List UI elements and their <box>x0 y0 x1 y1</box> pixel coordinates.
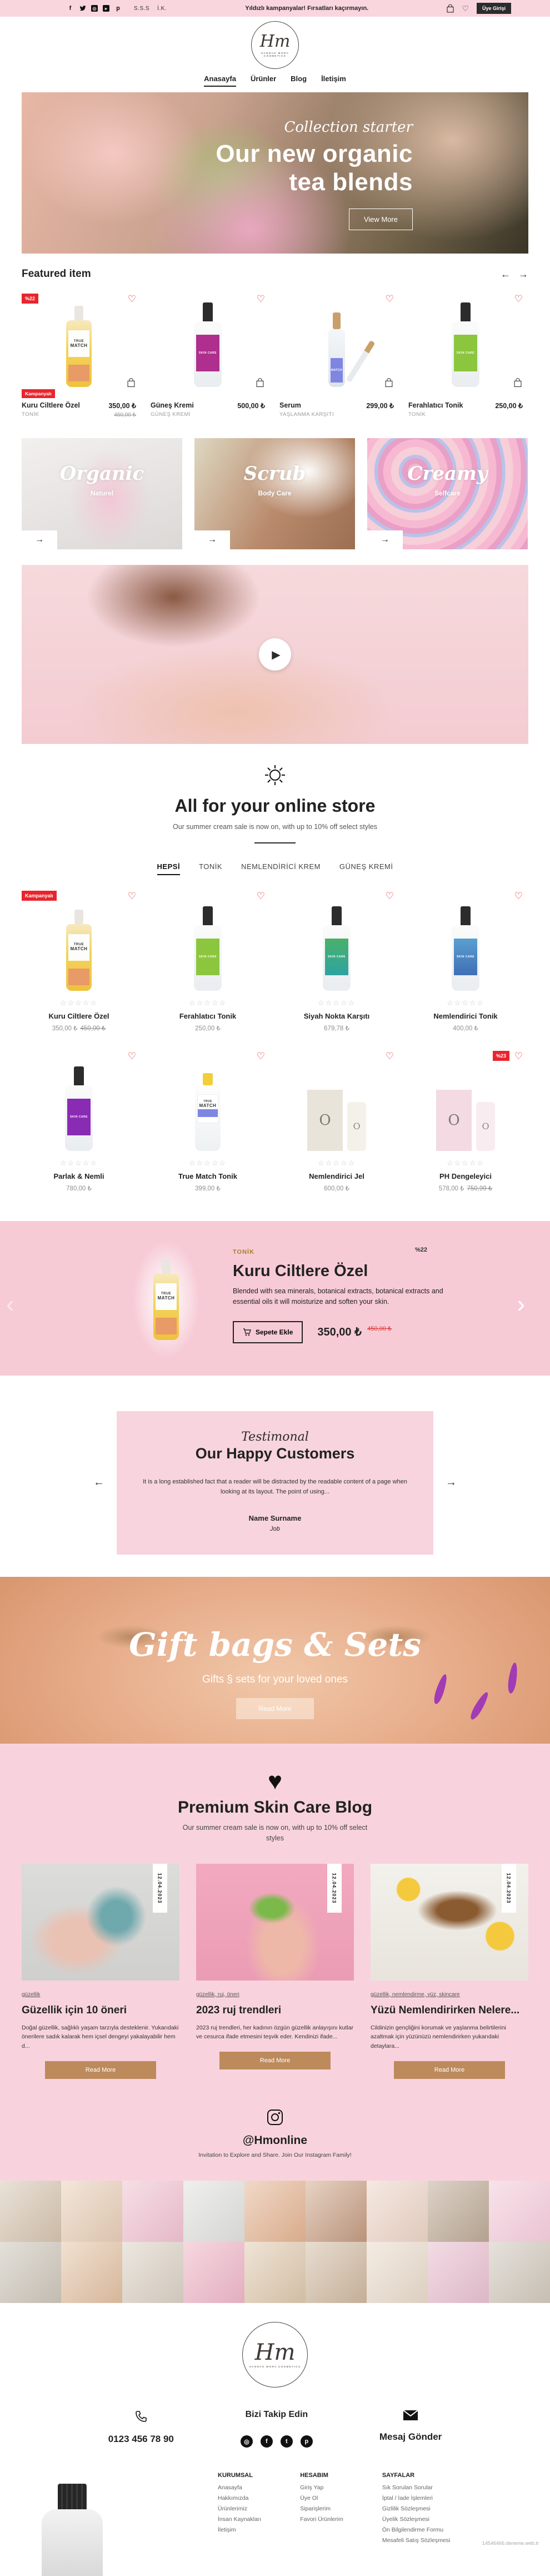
footer-link[interactable]: Siparişlerim <box>300 2505 331 2513</box>
facebook-icon[interactable]: f <box>69 5 72 12</box>
testimonial-job: Job <box>270 1526 280 1533</box>
nav-home[interactable]: Anasayfa <box>204 75 236 87</box>
instagram-photo[interactable] <box>489 2181 550 2242</box>
favorite-icon[interactable]: ♡ <box>385 294 394 304</box>
category-tile-organic[interactable] <box>22 438 182 549</box>
hero-banner <box>22 92 528 254</box>
instagram-text: Invitation to Explore and Share. Join Our Instagram Family! <box>198 2152 352 2159</box>
envelope-icon <box>403 2410 418 2421</box>
instagram-photo[interactable] <box>122 2181 183 2242</box>
store-subtitle: Our summer cream sale is now on, with up to 10% off select styles <box>173 823 377 831</box>
testimonial-title: Our Happy Customers <box>195 1445 355 1462</box>
blog-image <box>196 1864 354 1981</box>
testimonial-prev-arrow[interactable]: ← <box>93 1476 104 1488</box>
category-title: Scrub <box>243 463 306 485</box>
product-card[interactable]: ♡ SKIN CARE ☆☆☆☆☆ Siyah Nokta Karşıtı 679,78 ₺ <box>279 891 394 1036</box>
product-name[interactable]: Ferahlatıcı Tonik <box>408 401 463 409</box>
heart-icon: ♥ <box>267 1768 283 1795</box>
blog-section <box>0 1744 550 2105</box>
instagram-photo[interactable] <box>306 2242 367 2303</box>
category-subtitle: Naturel <box>90 489 114 497</box>
product-category: TONİK <box>408 411 426 418</box>
product-card[interactable]: ♡ SKIN CARE ☆☆☆☆☆ Ferahlatıcı Tonik 250,00 ₺ <box>151 891 265 1036</box>
footer-product-image <box>39 2484 106 2576</box>
nav-blog[interactable]: Blog <box>291 75 307 83</box>
blog-image <box>371 1864 528 1981</box>
footer-link[interactable]: Ürünlerimiz <box>218 2505 248 2513</box>
product-price: 299,00 ₺ <box>366 402 394 410</box>
category-title: Creamy <box>407 463 488 485</box>
twitter-icon[interactable]: t <box>281 2435 293 2448</box>
store-title: All for your online store <box>174 796 376 816</box>
instagram-photo[interactable] <box>244 2242 306 2303</box>
hr-link[interactable]: İ.K. <box>157 5 167 12</box>
footer-link[interactable]: Favori Ürünlerim <box>300 2516 343 2523</box>
product-card[interactable]: ♡ SKIN CARE ☆☆☆☆☆ Nemlendirici Tonik 400,00 ₺ <box>408 891 523 1036</box>
footer-column-hesabim <box>300 2472 343 2544</box>
login-button[interactable]: Üye Girişi <box>477 3 511 14</box>
product-category: YAŞLANMA KARŞITI <box>279 411 334 418</box>
product-category: TONİK <box>22 411 39 418</box>
instagram-photo[interactable] <box>306 2181 367 2242</box>
play-button[interactable] <box>259 638 291 671</box>
rating-stars[interactable]: ☆☆☆☆☆ <box>59 998 98 1007</box>
instagram-icon[interactable]: ◎ <box>91 5 98 12</box>
footer-link[interactable]: Giriş Yap <box>300 2484 324 2491</box>
footer-link[interactable]: Sık Sorulan Sorular <box>382 2484 433 2491</box>
footer-link[interactable]: İletişim <box>218 2527 236 2534</box>
youtube-icon[interactable]: ▸ <box>103 5 109 12</box>
gift-title: Gift bags & Sets <box>129 1626 421 1664</box>
promo-description: Blended with sea minerals, botanical extracts, botanical extracts and essential oils it will moisturize and soften your skin. <box>233 1287 443 1306</box>
blog-date: 12.04.2023 <box>502 1864 516 1913</box>
blog-read-more-button[interactable]: Read More <box>219 2052 331 2069</box>
rating-stars[interactable]: ☆☆☆☆☆ <box>317 998 356 1007</box>
footer-link[interactable]: Hakkımızda <box>218 2495 249 2502</box>
pinterest-icon[interactable]: p <box>116 5 120 12</box>
blog-date: 12.04.2023 <box>327 1864 342 1913</box>
testimonial-eyebrow: Testimonal <box>241 1430 309 1444</box>
blog-read-more-button[interactable]: Read More <box>45 2061 156 2079</box>
instagram-photo[interactable] <box>428 2181 489 2242</box>
product-price: 679,78 ₺ <box>324 1025 349 1032</box>
footer-link[interactable]: Mesafeli Satış Sözleşmesi <box>382 2537 451 2544</box>
instagram-photo[interactable] <box>489 2242 550 2303</box>
favorite-icon[interactable]: ♡ <box>127 294 136 304</box>
gift-read-more-button[interactable]: Read More <box>236 1698 313 1719</box>
product-name[interactable]: Güneş Kremi <box>151 401 194 409</box>
category-tile-scrub[interactable] <box>194 438 355 549</box>
category-tiles <box>22 438 528 549</box>
instagram-photo[interactable] <box>244 2181 306 2242</box>
promo-category-tag: TONİK <box>233 1248 255 1255</box>
favorite-icon[interactable]: ♡ <box>256 890 265 901</box>
product-card[interactable]: %23 ♡ O O ☆☆☆☆☆ PH Dengeleyici 578,00 ₺ 750,99 ₺ <box>408 1051 523 1197</box>
instagram-photo[interactable] <box>367 2181 428 2242</box>
product-price: 250,00 ₺ <box>495 402 523 410</box>
product-name[interactable]: Ferahlatıcı Tonik <box>179 1011 237 1020</box>
footer-link[interactable]: Anasayfa <box>218 2484 242 2491</box>
footer-brand-logo[interactable] <box>242 2322 308 2388</box>
facebook-icon[interactable]: f <box>261 2435 273 2448</box>
footer-link[interactable]: İptal / İade İşlemleri <box>382 2495 433 2502</box>
promo-old-price: 450,00 ₺ <box>367 1326 392 1332</box>
topbar-socials <box>67 5 122 12</box>
testimonial-quote: It is a long established fact that a reader will be distracted by the readable content of a page when looking at its layout. The point of using... <box>143 1478 407 1496</box>
add-to-cart-button[interactable]: Sepete Ekle <box>233 1321 303 1343</box>
hero-view-more-button[interactable]: View More <box>349 209 413 230</box>
tab-hepsi[interactable]: HEPSİ <box>157 862 181 875</box>
site-footer <box>0 2303 550 2554</box>
product-price: 600,00 ₺ <box>324 1185 349 1192</box>
cart-icon <box>243 1328 251 1336</box>
play-icon: ▶ <box>272 648 281 661</box>
gift-banner <box>0 1577 550 1744</box>
add-to-bag-icon[interactable] <box>256 378 264 390</box>
featured-section <box>22 254 528 418</box>
footer-message-block <box>379 2410 442 2448</box>
store-tabs <box>22 862 528 875</box>
footer-follow-block <box>241 2410 313 2448</box>
footer-brand-subtext: HANNAH MORA COSMETICS <box>249 2365 301 2369</box>
product-image: MATCH <box>322 312 351 387</box>
nav-contact[interactable]: İletişim <box>321 75 346 83</box>
blog-excerpt: Doğal güzellik, sağlıklı yaşam tarzıyla desteklenir. Yukarıdaki önerilere sadık kalarak hem içsel dengeyi yakalayabilir hem d... <box>22 2024 179 2050</box>
favorite-icon[interactable]: ♡ <box>514 294 523 304</box>
instagram-photo[interactable] <box>61 2242 122 2303</box>
instagram-photo-grid <box>0 2181 550 2303</box>
product-price: 400,00 ₺ <box>453 1025 478 1032</box>
blog-tags[interactable]: güzellik, ruj, öneri <box>196 1991 239 1998</box>
blog-post-title[interactable]: 2023 ruj trendleri <box>196 2004 282 2016</box>
product-name[interactable]: Nemlendirici Tonik <box>433 1011 498 1020</box>
featured-product-card[interactable] <box>408 294 523 418</box>
product-price: 350,00 ₺ <box>108 402 136 410</box>
footer-link[interactable]: İnsan Kaynakları <box>218 2516 262 2523</box>
product-card[interactable]: ♡ O O ☆☆☆☆☆ Nemlendirici Jel 600,00 ₺ <box>279 1051 394 1197</box>
brand-logo[interactable] <box>251 21 299 69</box>
product-name[interactable]: Siyah Nokta Karşıtı <box>303 1011 370 1020</box>
rating-stars[interactable]: ☆☆☆☆☆ <box>446 1158 485 1167</box>
testimonial-section <box>0 1376 550 1577</box>
product-grid <box>22 891 528 1197</box>
instagram-handle[interactable]: @Hmonline <box>242 2134 308 2147</box>
product-name[interactable]: Nemlendirici Jel <box>309 1172 364 1180</box>
add-to-bag-icon[interactable] <box>514 378 522 390</box>
video-banner <box>22 565 528 744</box>
promo-title: Kuru Ciltlere Özel <box>233 1262 368 1280</box>
product-image: TRUE MATCH <box>64 306 93 387</box>
instagram-icon <box>267 2109 283 2126</box>
divider <box>254 842 296 843</box>
announcement-text: Yıldızlı kampanyalar! Fırsatları kaçırmayın. <box>245 5 369 12</box>
category-arrow[interactable]: → <box>367 530 403 549</box>
product-name[interactable]: PH Dengeleyici <box>439 1172 492 1180</box>
product-old-price: 450,00 ₺ <box>80 1025 106 1032</box>
favorite-icon[interactable]: ♡ <box>514 890 523 901</box>
blog-read-more-button[interactable]: Read More <box>394 2061 505 2079</box>
featured-product-card[interactable] <box>279 294 394 418</box>
product-card[interactable]: ♡ TRUE MATCH ☆☆☆☆☆ True Match Tonik 399,00 ₺ <box>151 1051 265 1197</box>
instagram-photo[interactable] <box>122 2242 183 2303</box>
favorite-icon[interactable]: ♡ <box>127 890 136 901</box>
blog-excerpt: Cildinizin gençliğini korumak ve yaşlanma belirtilerini azaltmak için yüzünüzü nemlendirirken yukarıdaki detaylara... <box>371 2024 506 2050</box>
instagram-photo[interactable] <box>0 2242 61 2303</box>
site-note: 14546466.deneme.web.tr <box>482 2540 539 2547</box>
rating-stars[interactable]: ☆☆☆☆☆ <box>446 998 485 1007</box>
site-header <box>0 17 550 87</box>
phone-icon <box>134 2410 148 2423</box>
category-subtitle: Body Care <box>258 489 292 497</box>
footer-link[interactable]: Üyelik Sözleşmesi <box>382 2516 430 2523</box>
instagram-section <box>0 2105 550 2181</box>
promo-discount: %22 <box>414 1246 427 1253</box>
promo-price: 350,00 ₺ <box>317 1326 362 1338</box>
product-name[interactable]: Parlak & Nemli <box>53 1172 104 1180</box>
product-price: 350,00 ₺ <box>52 1025 78 1032</box>
blog-title: Premium Skin Care Blog <box>177 1798 373 1817</box>
product-category: GÜNEŞ KREMİ <box>151 411 191 418</box>
add-to-bag-icon[interactable] <box>385 378 393 390</box>
product-image: SKIN CARE <box>451 302 480 387</box>
pinterest-icon[interactable]: p <box>301 2435 313 2448</box>
wishlist-icon[interactable]: ♡ <box>462 4 469 13</box>
brand-logo-text: Hm <box>259 31 291 51</box>
discount-badge: %22 <box>22 294 38 304</box>
testimonial-next-arrow[interactable]: → <box>446 1476 457 1488</box>
faq-link[interactable]: S.S.S <box>134 5 150 12</box>
footer-link[interactable]: Gizlilik Sözleşmesi <box>382 2505 431 2513</box>
favorite-icon[interactable]: ♡ <box>127 1050 136 1061</box>
footer-column-kurumsal <box>218 2472 261 2544</box>
tab-nemlendirici-krem[interactable]: NEMLENDİRİCİ KREM <box>241 862 321 871</box>
tab-gunes-kremi[interactable]: GÜNEŞ KREMİ <box>339 862 393 871</box>
main-nav <box>0 75 550 87</box>
favorite-icon[interactable]: ♡ <box>256 294 265 304</box>
category-arrow[interactable]: → <box>194 530 230 549</box>
featured-prev-arrow[interactable]: ← <box>501 268 511 280</box>
product-old-price: 750,99 ₺ <box>467 1185 493 1192</box>
promo-next-arrow[interactable]: › <box>517 1290 525 1318</box>
product-price: 578,00 ₺ <box>438 1185 464 1192</box>
add-to-bag-icon[interactable] <box>127 378 135 390</box>
footer-phone-number[interactable]: 0123 456 78 90 <box>108 2434 174 2445</box>
footer-column-sayfalar <box>382 2472 451 2544</box>
featured-title: Featured item <box>22 268 91 280</box>
footer-link[interactable]: Ön Bilgilendirme Formu <box>382 2527 444 2534</box>
product-card[interactable]: Kampanyalı ♡ TRUE MATCH ☆☆☆☆☆ Kuru Ciltlere Özel 350,00 ₺ 450,00 ₺ <box>22 891 136 1036</box>
category-arrow[interactable]: → <box>22 530 57 549</box>
blog-date: 12.04.2023 <box>153 1864 167 1913</box>
footer-column-title: HESABIM <box>300 2472 328 2479</box>
favorite-icon[interactable]: ♡ <box>385 1050 394 1061</box>
hero-eyebrow: Collection starter <box>284 119 413 136</box>
campaign-badge: Kampanyalı <box>22 891 57 901</box>
category-subtitle: Selfcare <box>434 489 461 497</box>
instagram-icon[interactable]: ◎ <box>241 2435 253 2448</box>
footer-links <box>218 2472 550 2547</box>
footer-phone-block <box>108 2410 174 2448</box>
instagram-photo[interactable] <box>428 2242 489 2303</box>
twitter-icon[interactable] <box>79 5 86 12</box>
cart-icon[interactable] <box>447 4 454 13</box>
brand-logo-subtext: HANNAH MORA COSMETICS <box>261 51 289 57</box>
product-name[interactable]: True Match Tonik <box>178 1172 237 1180</box>
rating-stars[interactable]: ☆☆☆☆☆ <box>188 998 227 1007</box>
promo-product-image: TRUE MATCH <box>133 1241 199 1358</box>
product-old-price: 450,00 ₺ <box>114 412 136 418</box>
blog-card[interactable] <box>22 1864 179 2079</box>
product-card[interactable]: ♡ SKIN CARE ☆☆☆☆☆ Parlak & Nemli 780,00 ₺ <box>22 1051 136 1197</box>
instagram-photo[interactable] <box>183 2181 244 2242</box>
footer-brand-text: Hm <box>254 2340 296 2366</box>
blog-tags[interactable]: güzellik <box>22 1991 41 1998</box>
footer-follow-title: Bizi Takip Edin <box>245 2410 308 2420</box>
blog-image <box>22 1864 179 1981</box>
product-image: SKIN CARE <box>193 302 222 387</box>
product-price: 780,00 ₺ <box>66 1185 92 1192</box>
testimonial-name: Name Surname <box>248 1514 302 1523</box>
blog-subtitle: Our summer cream sale is now on, with up to 10% off select styles <box>182 1824 368 1842</box>
blog-card[interactable] <box>371 1864 528 2079</box>
product-name[interactable]: Serum <box>279 401 301 409</box>
promo-banner <box>0 1221 550 1376</box>
instagram-photo[interactable] <box>61 2181 122 2242</box>
blog-post-title[interactable]: Güzellik için 10 öneri <box>22 2004 127 2016</box>
featured-product-card[interactable] <box>22 294 136 418</box>
product-name[interactable]: Kuru Ciltlere Özel <box>22 401 80 409</box>
footer-column-title: SAYFALAR <box>382 2472 415 2479</box>
product-price: 500,00 ₺ <box>237 402 265 410</box>
promo-prev-arrow[interactable]: ‹ <box>6 1290 14 1318</box>
instagram-photo[interactable] <box>0 2181 61 2242</box>
featured-next-arrow[interactable]: → <box>518 268 528 280</box>
store-section <box>22 744 528 1197</box>
footer-column-title: KURUMSAL <box>218 2472 253 2479</box>
instagram-photo[interactable] <box>367 2242 428 2303</box>
nav-products[interactable]: Ürünler <box>250 75 277 83</box>
discount-badge: %23 <box>493 1051 509 1061</box>
top-bar <box>0 0 550 17</box>
gift-subtitle: Gifts § sets for your loved ones <box>202 1674 348 1686</box>
footer-message-title[interactable]: Mesaj Gönder <box>379 2431 442 2443</box>
tab-tonik[interactable]: TONİK <box>199 862 223 871</box>
rating-stars[interactable]: ☆☆☆☆☆ <box>59 1158 98 1167</box>
category-title: Organic <box>59 463 144 485</box>
hero-title-line1: Our new organic <box>216 140 413 167</box>
rating-stars[interactable]: ☆☆☆☆☆ <box>317 1158 356 1167</box>
product-name[interactable]: Kuru Ciltlere Özel <box>48 1011 109 1020</box>
category-tile-creamy[interactable] <box>367 438 528 549</box>
hero-title-line2: tea blends <box>289 168 413 196</box>
product-price: 250,00 ₺ <box>195 1025 221 1032</box>
instagram-photo[interactable] <box>183 2242 244 2303</box>
featured-product-card[interactable] <box>151 294 265 418</box>
sun-icon <box>263 763 287 787</box>
blog-excerpt: 2023 ruj trendleri, her kadının özgün güzellik anlayışını kutlar ve cesurca ifade etmesini teşvik eder. Kendinizi ifade... <box>196 2024 354 2041</box>
product-price: 399,00 ₺ <box>195 1185 221 1192</box>
rating-stars[interactable]: ☆☆☆☆☆ <box>188 1158 227 1167</box>
blog-post-title[interactable]: Yüzü Nemlendirirken Nelere... <box>371 2004 520 2016</box>
favorite-icon[interactable]: ♡ <box>514 1050 523 1061</box>
footer-link[interactable]: Üye Ol <box>300 2495 318 2502</box>
favorite-icon[interactable]: ♡ <box>385 890 394 901</box>
blog-card[interactable] <box>196 1864 354 2079</box>
blog-tags[interactable]: güzellik, nemlendirme, yüz, skincare <box>371 1991 460 1998</box>
favorite-icon[interactable]: ♡ <box>256 1050 265 1061</box>
campaign-badge: Kampanyalı <box>22 389 55 398</box>
